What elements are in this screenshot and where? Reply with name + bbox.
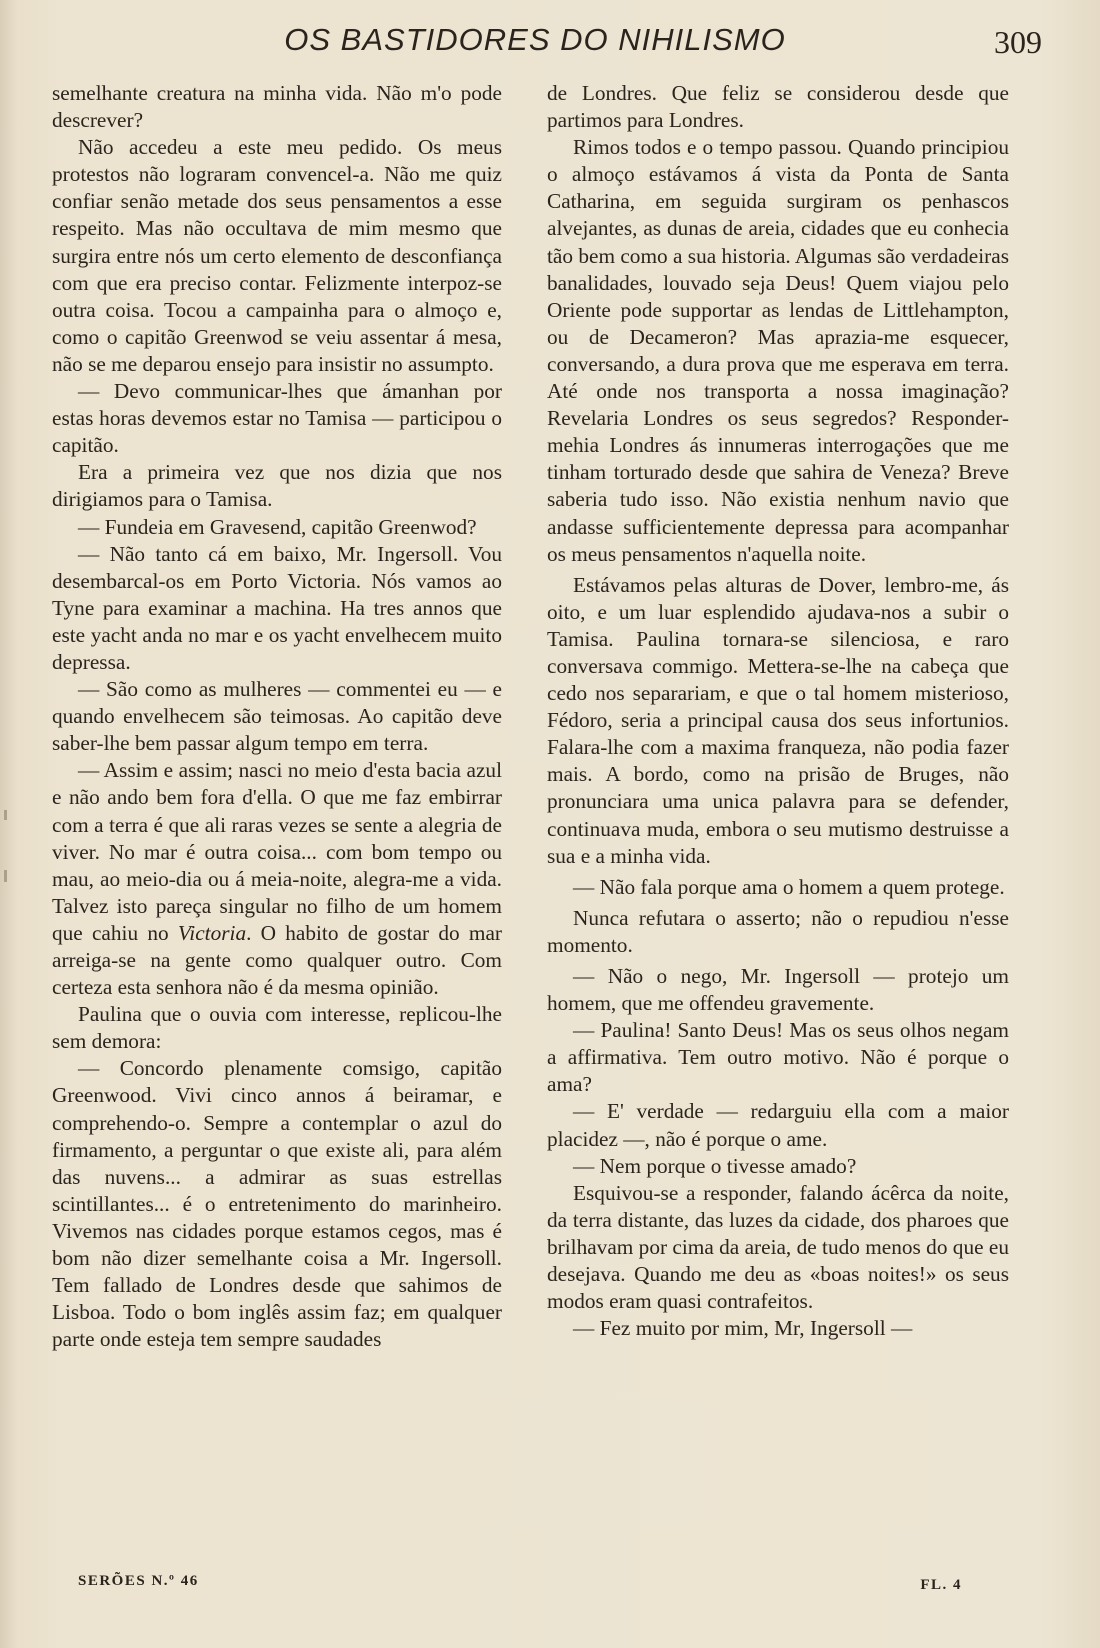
paragraph: Estávamos pelas alturas de Dover, lembro-me, ás oito, e um luar esplendido ajudava-nos a subir o Tamisa. Paulina tornara-se silenciosa, e raro conversava commigo. Mettera-se-lhe na cabeça que cedo nos separariam, e que o tal homem misterioso, Fédoro, seria a principal causa dos seus infortunios. Falara-lhe com a maxima franqueza, não podia fazer mais. A bordo, como na prisão de Bruges, não pronunciara uma unica palavra para se defender, continuava muda, embora o seu mutismo destruisse a sua e a minha vida. — [547, 572, 1009, 868]
margin-mark — [4, 870, 7, 882]
running-title: OS BASTIDORES DO NIHILISMO — [284, 22, 786, 57]
paragraph: semelhante creatura na minha vida. Não m'o pode descrever? — [52, 81, 502, 133]
paragraph: Paulina que o ouvia com interesse, replicou-lhe sem demora: — [52, 1002, 502, 1054]
paragraph: Era a primeira vez que nos dizia que nos dirigiamos para o Tamisa. — [52, 460, 502, 512]
page-number: 309 — [994, 24, 1042, 60]
paragraph: — Paulina! Santo Deus! Mas os seus olhos negam a affirmativa. Tem outro motivo. Não é porque o ama? — [547, 1018, 1009, 1097]
printer-signature: SERÕES N.º 46 — [78, 1573, 199, 1589]
paragraph: — São como as mulheres — commentei eu — e quando envelhecem são teimosas. Ao capitão deve saber-lhe bem passar algum tempo em terra. — [52, 677, 502, 756]
paragraph: — Fez muito por mim, Mr, Ingersoll — — [573, 1316, 913, 1341]
paragraph: Nunca refutara o asserto; não o repudiou n'esse momento. — [547, 905, 1009, 957]
page-header — [0, 18, 1100, 68]
left-column — [52, 80, 502, 1353]
paragraph — [52, 757, 502, 1001]
folio-mark: FL. 4 — [920, 1577, 962, 1593]
paragraph-text: . O habito de gostar do mar arreiga-se na gente como qualquer outro. Com certeza esta senhora não é da mesma opinião. — [52, 920, 502, 1000]
paragraph-text: — Assim e assim; nasci no meio d'esta bacia azul e não ando bem fora d'ella. O que me faz embirrar com a terra é que ali raras vezes se sente a alegria de viver. No mar é outra coisa... com bom tempo ou mau, ao meio-dia ou á meia-noite, alegra-me a vida. Talvez isto pareça singular no filho de um homem que cahiu no — [52, 758, 502, 945]
paragraph: — Concordo plenamente comsigo, capitão Greenwood. Vivi cinco annos á beiramar, e comprehendo-o. Sempre a contemplar o azul do firmamento, a perguntar o que existe ali, para além das nuvens... a admirar as suas estrellas scintillantes... é o entretenimento do marinheiro. Vivemos nas cidades porque estamos cegos, mas é bom não dizer semelhante coisa a Mr. Ingersoll. Tem fallado de Londres desde que sahimos de Lisboa. Todo o bom inglês assim faz; em qualquer parte onde esteja tem sempre saudades — [52, 1056, 502, 1352]
paragraph: Não accedeu a este meu pedido. Os meus protestos não lograram convencel-a. Não me quiz confiar senão metade dos seus pensamentos a esse respeito. Mas não occultava de mim mesmo que surgira entre nós um certo elemento de desconfiança com que era preciso contar. Felizmente interpoz-se outra coisa. Tocou a campainha para o almoço e, como o capitão Greenwod se veiu assentar á mesa, não se me deparou ensejo para insistir no assumpto. — [52, 135, 502, 376]
paragraph: de Londres. Que feliz se considerou desde que partimos para Londres. — [547, 81, 1009, 133]
paragraph: — Devo communicar-lhes que ámanhan por estas horas devemos estar no Tamisa — participou o capitão. — [52, 379, 502, 458]
paragraph: Esquivou-se a responder, falando ácêrca da noite, da terra distante, das luzes da cidade, dos pharoes que brilhavam por cima da areia, de tudo menos do que eu desejava. Quando me deu as «boas noites!» os seus modos eram quasi contrafeitos. — [547, 1180, 1009, 1314]
right-column — [547, 80, 1009, 1342]
paragraph: — E' verdade — redarguiu ella com a maior placidez —, não é porque o ame. — [547, 1099, 1009, 1151]
paragraph: — Não o nego, Mr. Ingersoll — protejo um homem, que me offendeu gravemente. — [547, 964, 1009, 1016]
paragraph: — Não fala porque ama o homem a quem protege. — [573, 874, 1005, 899]
paragraph: — Nem porque o tivesse amado? — [573, 1153, 857, 1178]
margin-mark — [4, 810, 7, 820]
paragraph: Rimos todos e o tempo passou. Quando principiou o almoço estávamos á vista da Ponta de Santa Catharina, em seguida surgiram os penhascos alvejantes, as dunas de areia, cidades que eu conhecia tão bem como a sua historia. Algumas são verdadeiras banalidades, louvado seja Deus! Quem viajou pelo Oriente pode supportar as lendas de Littlehampton, ou de Decameron? Mas aprazia-me esquecer, conversando, a dura prova que me esperava em terra. Até onde nos transporta a nossa imaginação? Revelaria Londres os seus segredos? Responder-mehia Londres ás innumeras interrogações que me tinham torturado desde que sahira de Veneza? Breve saberia tudo isso. Não existia nenhum navio que andasse sufficientemente depressa para acompanhar os meus pensamentos n'aquella noite. — [547, 135, 1009, 566]
italic-ship-name: Victoria — [177, 920, 247, 945]
paragraph: — Não tanto cá em baixo, Mr. Ingersoll. Vou desembarcal-os em Porto Victoria. Nós vamos ao Tyne para examinar a machina. Ha tres annos que este yacht anda no mar e os yacht envelhecem muito depressa. — [52, 541, 502, 674]
paragraph: — Fundeia em Gravesend, capitão Greenwod? — [78, 514, 477, 539]
